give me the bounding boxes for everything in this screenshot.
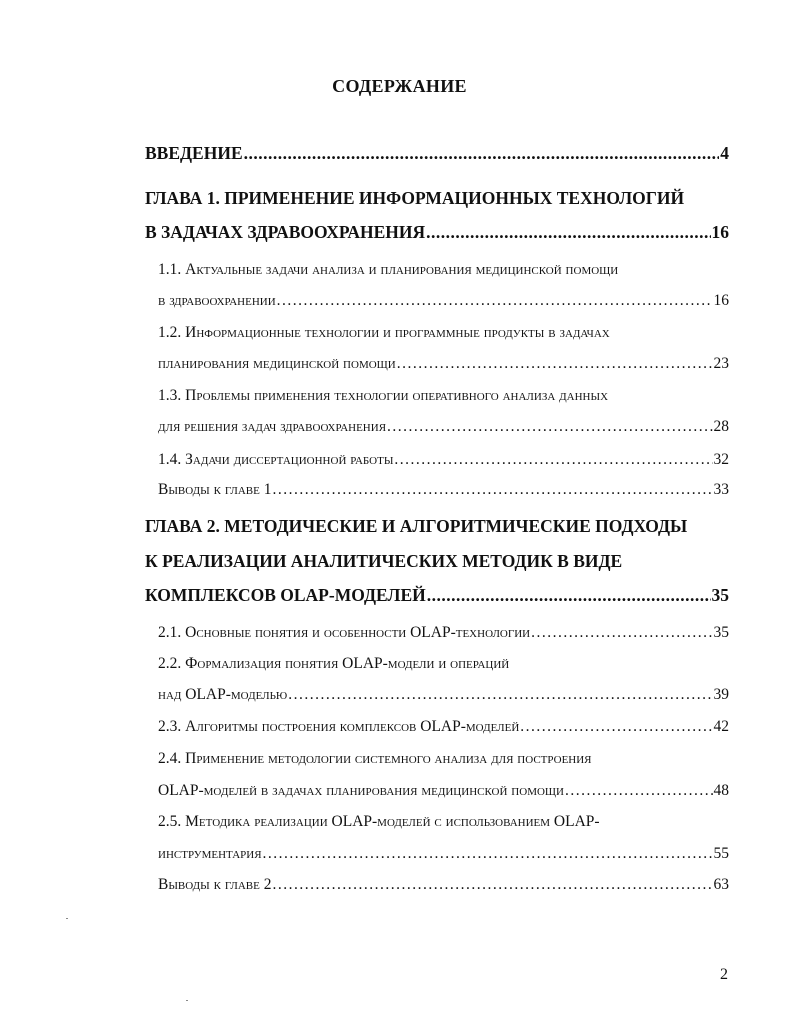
toc-entry-text: Выводы к главе 2 [158, 876, 272, 893]
toc-page-number: 42 [713, 718, 729, 735]
dot-leader [427, 585, 711, 606]
toc-entry-text: 2.1. Основные понятия и особенности OLAP-технологии [158, 624, 531, 641]
toc-page-number: 16 [713, 292, 729, 309]
toc-section-2-2[interactable] [158, 686, 729, 704]
dot-leader [565, 782, 713, 800]
dot-leader [288, 686, 712, 704]
toc-section-1-4[interactable] [158, 451, 729, 469]
toc-entry-text: в здравоохранении [158, 292, 276, 309]
toc-entry-text: КОМПЛЕКСОВ OLAP-МОДЕЛЕЙ [145, 585, 426, 605]
dot-leader [397, 355, 713, 373]
dot-leader [531, 624, 712, 642]
toc-section-1-1[interactable] [158, 292, 729, 310]
toc-chapter-1-title[interactable]: ГЛАВА 1. ПРИМЕНЕНИЕ ИНФОРМАЦИОННЫХ ТЕХНОЛОГИЙ [145, 188, 685, 208]
toc-page-number: 4 [720, 143, 729, 163]
toc-page-number: 33 [713, 481, 729, 498]
toc-entry-text: ВВЕДЕНИЕ [145, 143, 243, 163]
dot-leader [277, 292, 713, 310]
toc-chapter-1-entry[interactable] [145, 222, 729, 243]
toc-section-2-5-line1[interactable]: 2.5. Методика реализации OLAP-моделей с использованием OLAP- [158, 813, 600, 830]
toc-chapter-2-entry[interactable] [145, 585, 729, 606]
toc-entry-text: над OLAP-моделью [158, 686, 288, 703]
toc-section-2-4-line1[interactable]: 2.4. Применение методологии системного анализа для построения [158, 750, 592, 767]
toc-page-number: 35 [711, 585, 729, 605]
dot-leader [387, 418, 712, 436]
toc-section-2-2-line1[interactable]: 2.2. Формализация понятия OLAP-модели и операций [158, 655, 510, 672]
toc-section-1-2-line1[interactable]: 1.2. Информационные технологии и программные продукты в задачах [158, 324, 610, 341]
toc-page-number: 39 [713, 686, 729, 703]
dot-leader [426, 222, 710, 243]
dot-leader [520, 718, 712, 736]
scan-speck [66, 918, 68, 919]
toc-page-number: 48 [713, 782, 729, 799]
toc-entry-text: 2.3. Алгоритмы построения комплексов OLAP-моделей [158, 718, 520, 735]
toc-section-2-3[interactable] [158, 718, 729, 736]
toc-section-2-4[interactable] [158, 782, 729, 800]
dot-leader [272, 481, 712, 499]
toc-page-number: 32 [713, 451, 729, 468]
dot-leader [394, 451, 712, 469]
toc-section-2-1[interactable] [158, 624, 729, 642]
toc-entry-text: 1.4. Задачи диссертационной работы [158, 451, 394, 468]
page-number: 2 [720, 966, 728, 983]
toc-section-2-5[interactable] [158, 845, 729, 863]
toc-entry-text: планирования медицинской помощи [158, 355, 396, 372]
toc-page-number: 28 [713, 418, 729, 435]
toc-section-1-2[interactable] [158, 355, 729, 373]
toc-page-number: 16 [711, 222, 729, 242]
toc-entry-text: для решения задач здравоохранения [158, 418, 387, 435]
toc-entry-text: Выводы к главе 1 [158, 481, 272, 498]
dot-leader [272, 876, 712, 894]
toc-conclusions-1[interactable] [158, 481, 729, 499]
toc-chapter-2-title-line2[interactable]: К РЕАЛИЗАЦИИ АНАЛИТИЧЕСКИХ МЕТОДИК В ВИДЕ [145, 551, 623, 571]
dot-leader [244, 143, 720, 164]
toc-section-1-1-line1[interactable]: 1.1. Актуальные задачи анализа и планирования медицинской помощи [158, 261, 619, 278]
toc-page-number: 23 [713, 355, 729, 372]
scan-speck [186, 1000, 188, 1001]
toc-section-1-3[interactable] [158, 418, 729, 436]
page-title: СОДЕРЖАНИЕ [332, 76, 467, 96]
toc-chapter-2-title[interactable]: ГЛАВА 2. МЕТОДИЧЕСКИЕ И АЛГОРИТМИЧЕСКИЕ ПОДХОДЫ [145, 516, 688, 536]
toc-page-number: 63 [713, 876, 729, 893]
toc-entry-text: инструментария [158, 845, 262, 862]
toc-entry-text: OLAP-моделей в задачах планирования медицинской помощи [158, 782, 564, 799]
toc-page-number: 35 [713, 624, 729, 641]
toc-entry-introduction[interactable] [145, 143, 729, 164]
toc-page-number: 55 [713, 845, 729, 862]
toc-conclusions-2[interactable] [158, 876, 729, 894]
toc-section-1-3-line1[interactable]: 1.3. Проблемы применения технологии оперативного анализа данных [158, 387, 609, 404]
toc-entry-text: В ЗАДАЧАХ ЗДРАВООХРАНЕНИЯ [145, 222, 426, 242]
dot-leader [263, 845, 713, 863]
